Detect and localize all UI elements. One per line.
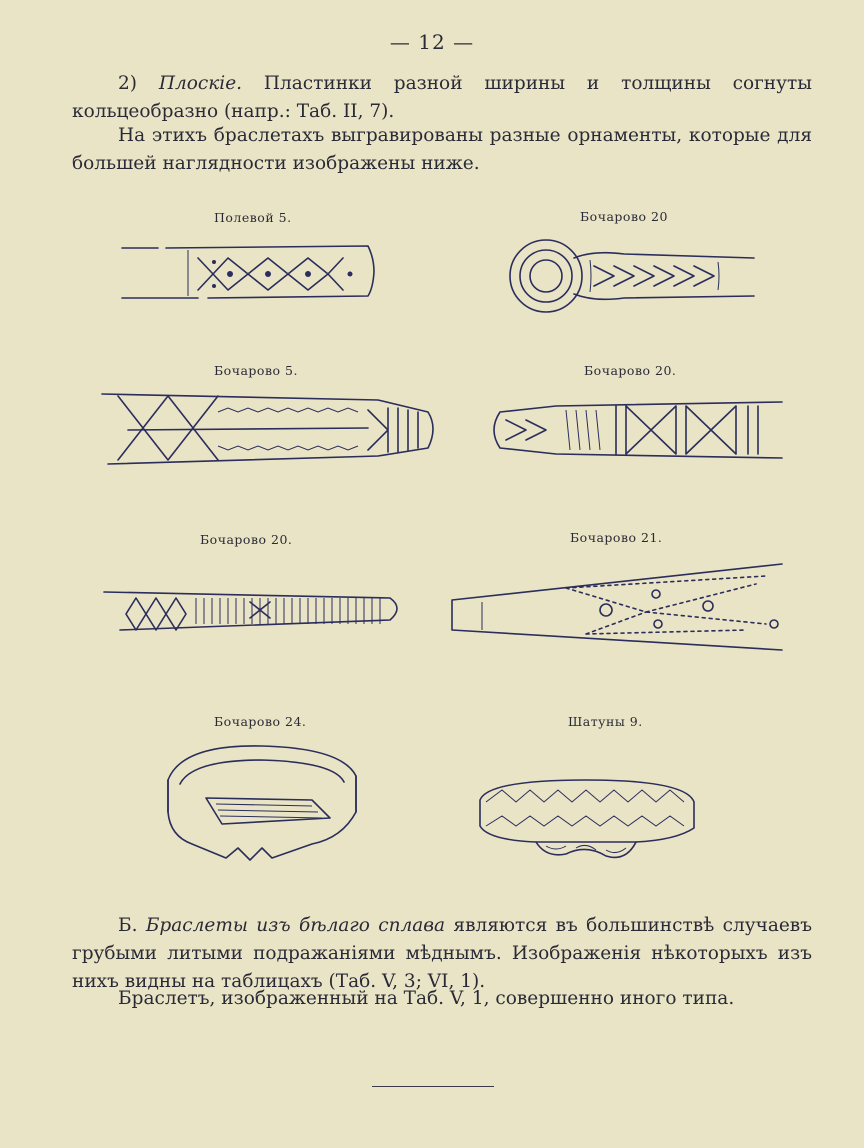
figure-caption: Полевой 5. bbox=[214, 210, 292, 225]
paragraph-text: Браслетъ, изображенный на Таб. V, 1, совершенно иного типа. bbox=[118, 988, 735, 1009]
figure-caption: Шатуны 9. bbox=[568, 714, 643, 729]
paragraph-term: Браслеты изъ бѣлаго сплава bbox=[145, 915, 446, 936]
figure-caption: Бочарово 20 bbox=[580, 209, 668, 224]
section-divider bbox=[372, 1086, 494, 1087]
bracelet-drawing-bocharovo-24 bbox=[162, 740, 362, 864]
paragraph-number: 2) bbox=[118, 73, 137, 94]
bracelet-drawing-polevoi-5 bbox=[118, 238, 380, 304]
figure-caption: Бочарово 20. bbox=[200, 532, 293, 547]
paragraph-letter: Б. bbox=[118, 915, 138, 936]
bracelet-drawing-bocharovo-21 bbox=[446, 560, 786, 654]
figure-caption: Бочарово 5. bbox=[214, 363, 298, 378]
figure-caption: Бочарово 20. bbox=[584, 363, 677, 378]
bracelet-drawing-bocharovo-20-ring bbox=[504, 236, 764, 316]
paragraph-other-type bbox=[72, 985, 812, 1013]
paragraph-ornaments bbox=[72, 122, 812, 178]
bracelet-drawing-bocharovo-5 bbox=[98, 390, 444, 466]
figure-caption: Бочарово 24. bbox=[214, 714, 307, 729]
paragraph-text: являются въ большинствѣ случаевъ грубыми литыми подражаніями мѣднымъ. Изображенія нѣкоторыхъ изъ нихъ видны на таблицахъ (Таб. V, 3; VI, 1). bbox=[72, 915, 812, 992]
figure-caption: Бочарово 21. bbox=[570, 530, 663, 545]
paragraph-term: Плоскіе. bbox=[158, 73, 243, 94]
bracelet-drawing-bocharovo-20-triangles bbox=[100, 584, 406, 634]
page-number: — 12 — bbox=[389, 30, 475, 54]
paragraph-flat-bracelets bbox=[72, 70, 812, 126]
bracelet-drawing-bocharovo-20-grid bbox=[486, 398, 786, 462]
paragraph-text: На этихъ браслетахъ выгравированы разные орнаменты, которые для большей наглядности изображены ниже. bbox=[72, 125, 812, 174]
paragraph-text: Пластинки разной ширины и толщины согнуты кольцеобразно (напр.: Таб. II, 7). bbox=[72, 73, 812, 122]
bracelet-drawing-shatuny-9 bbox=[476, 770, 698, 860]
paragraph-white-alloy bbox=[72, 912, 812, 996]
